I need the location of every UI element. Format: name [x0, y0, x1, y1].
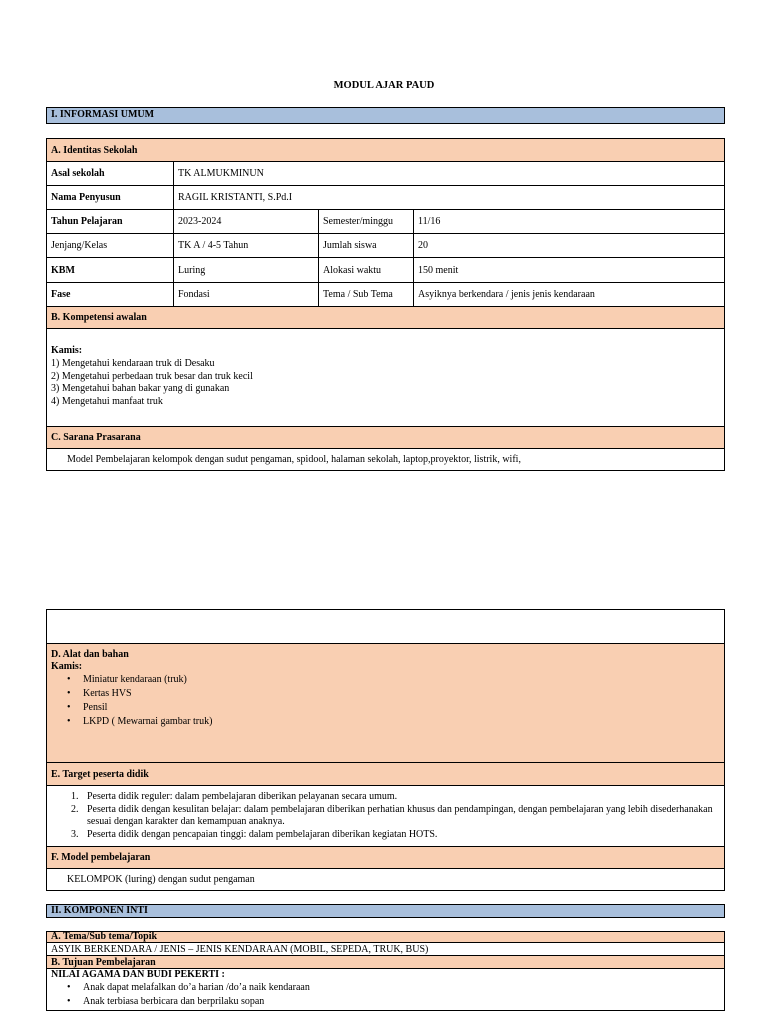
tujuan-sub: NILAI AGAMA DAN BUDI PEKERTI :: [51, 969, 225, 980]
alat-heading: D. Alat dan bahan: [51, 649, 129, 660]
alat-item: • Pensil: [51, 701, 720, 715]
tema-text: ASYIK BERKENDARA / JENIS – JENIS KENDARAAN (MOBIL, SEPEDA, TRUK, BUS): [47, 943, 725, 956]
semester-value: 11/16: [414, 210, 725, 234]
tema-value: Asyiknya berkendara / jenis jenis kendaraan: [414, 283, 725, 307]
alat-item: • LKPD ( Mewarnai gambar truk): [51, 715, 720, 729]
kbm-label: KBM: [47, 258, 174, 283]
section-komponen-inti: II. KOMPONEN INTI: [46, 904, 725, 918]
target-cell: [47, 786, 725, 847]
tema-heading: A. Tema/Sub tema/Topik: [47, 932, 725, 943]
jenjang-label: Jenjang/Kelas: [47, 234, 174, 258]
kompetensi-item: 2) Mengetahui perbedaan truk besar dan truk kecil: [51, 370, 253, 382]
kompetensi-item: 3) Mengetahui bahan bakar yang di gunakan: [51, 383, 230, 395]
identitas-heading: A. Identitas Sekolah: [47, 139, 725, 162]
kompetensi-day: Kamis:: [51, 345, 83, 356]
sarana-text: Model Pembelajaran kelompok dengan sudut pengaman, spidool, halaman sekolah, laptop,proyektor, listrik, wifi,: [47, 449, 725, 471]
section-informasi-umum: I. INFORMASI UMUM: [46, 107, 725, 124]
tema-label: Tema / Sub Tema: [319, 283, 414, 307]
alat-item: • Kertas HVS: [51, 687, 720, 701]
identitas-table: [46, 138, 725, 471]
siswa-value: 20: [414, 234, 725, 258]
kompetensi-body: [47, 329, 725, 427]
tujuan-heading: B. Tujuan Pembelajaran: [47, 956, 725, 969]
kompetensi-item: 4) Mengetahui manfaat truk: [51, 396, 163, 408]
alat-list: [51, 673, 720, 729]
kompetensi-heading: B. Kompetensi awalan: [47, 307, 725, 329]
empty-row: [47, 610, 725, 644]
alat-cell: [47, 644, 725, 763]
semester-label: Semester/minggu: [319, 210, 414, 234]
model-text: KELOMPOK (luring) dengan sudut pengaman: [47, 869, 725, 891]
target-heading: E. Target peserta didik: [47, 763, 725, 786]
document-title: MODUL AJAR PAUD: [333, 80, 435, 91]
sarana-heading: C. Sarana Prasarana: [47, 427, 725, 449]
inti-table: [46, 931, 725, 1011]
tujuan-item: • Anak dapat melafalkan do’a harian /do’a naik kendaraan: [51, 981, 720, 995]
tujuan-cell: [47, 969, 725, 1011]
alat-item: • Miniatur kendaraan (truk): [51, 673, 720, 687]
target-list: [51, 791, 720, 841]
alat-day: Kamis:: [51, 661, 83, 672]
asal-value: TK ALMUKMINUN: [174, 162, 725, 186]
alokasi-label: Alokasi waktu: [319, 258, 414, 283]
komponen-table: [46, 609, 725, 891]
penyusun-value: RAGIL KRISTANTI, S.Pd.I: [174, 186, 725, 210]
penyusun-label: Nama Penyusun: [47, 186, 174, 210]
tujuan-item: • Anak terbiasa berbicara dan berprilaku sopan: [51, 995, 720, 1009]
tahun-label: Tahun Pelajaran: [47, 210, 174, 234]
tahun-value: 2023-2024: [174, 210, 319, 234]
fase-value: Fondasi: [174, 283, 319, 307]
asal-label: Asal sekolah: [47, 162, 174, 186]
target-item: 1. Peserta didik reguler: dalam pembelajaran diberikan pelayanan secara umum.: [71, 791, 398, 802]
alokasi-value: 150 menit: [414, 258, 725, 283]
siswa-label: Jumlah siswa: [319, 234, 414, 258]
target-item: 3. Peserta didik dengan pencapaian tinggi: dalam pembelajaran diberikan kegiatan HOTS.: [71, 828, 438, 840]
target-item: 2. Peserta didik dengan kesulitan belajar: dalam pembelajaran diberikan perhatian khusus dan pendampingan, dengan pembelajaran yang lebih disederhanakan sesuai dengan karakter dan kemampuan anaknya.: [71, 803, 713, 827]
jenjang-value: TK A / 4-5 Tahun: [174, 234, 319, 258]
kompetensi-item: 1) Mengetahui kendaraan truk di Desaku: [51, 357, 215, 369]
kbm-value: Luring: [174, 258, 319, 283]
fase-label: Fase: [47, 283, 174, 307]
model-heading: F. Model pembelajaran: [47, 847, 725, 869]
tujuan-list: [51, 981, 720, 1009]
